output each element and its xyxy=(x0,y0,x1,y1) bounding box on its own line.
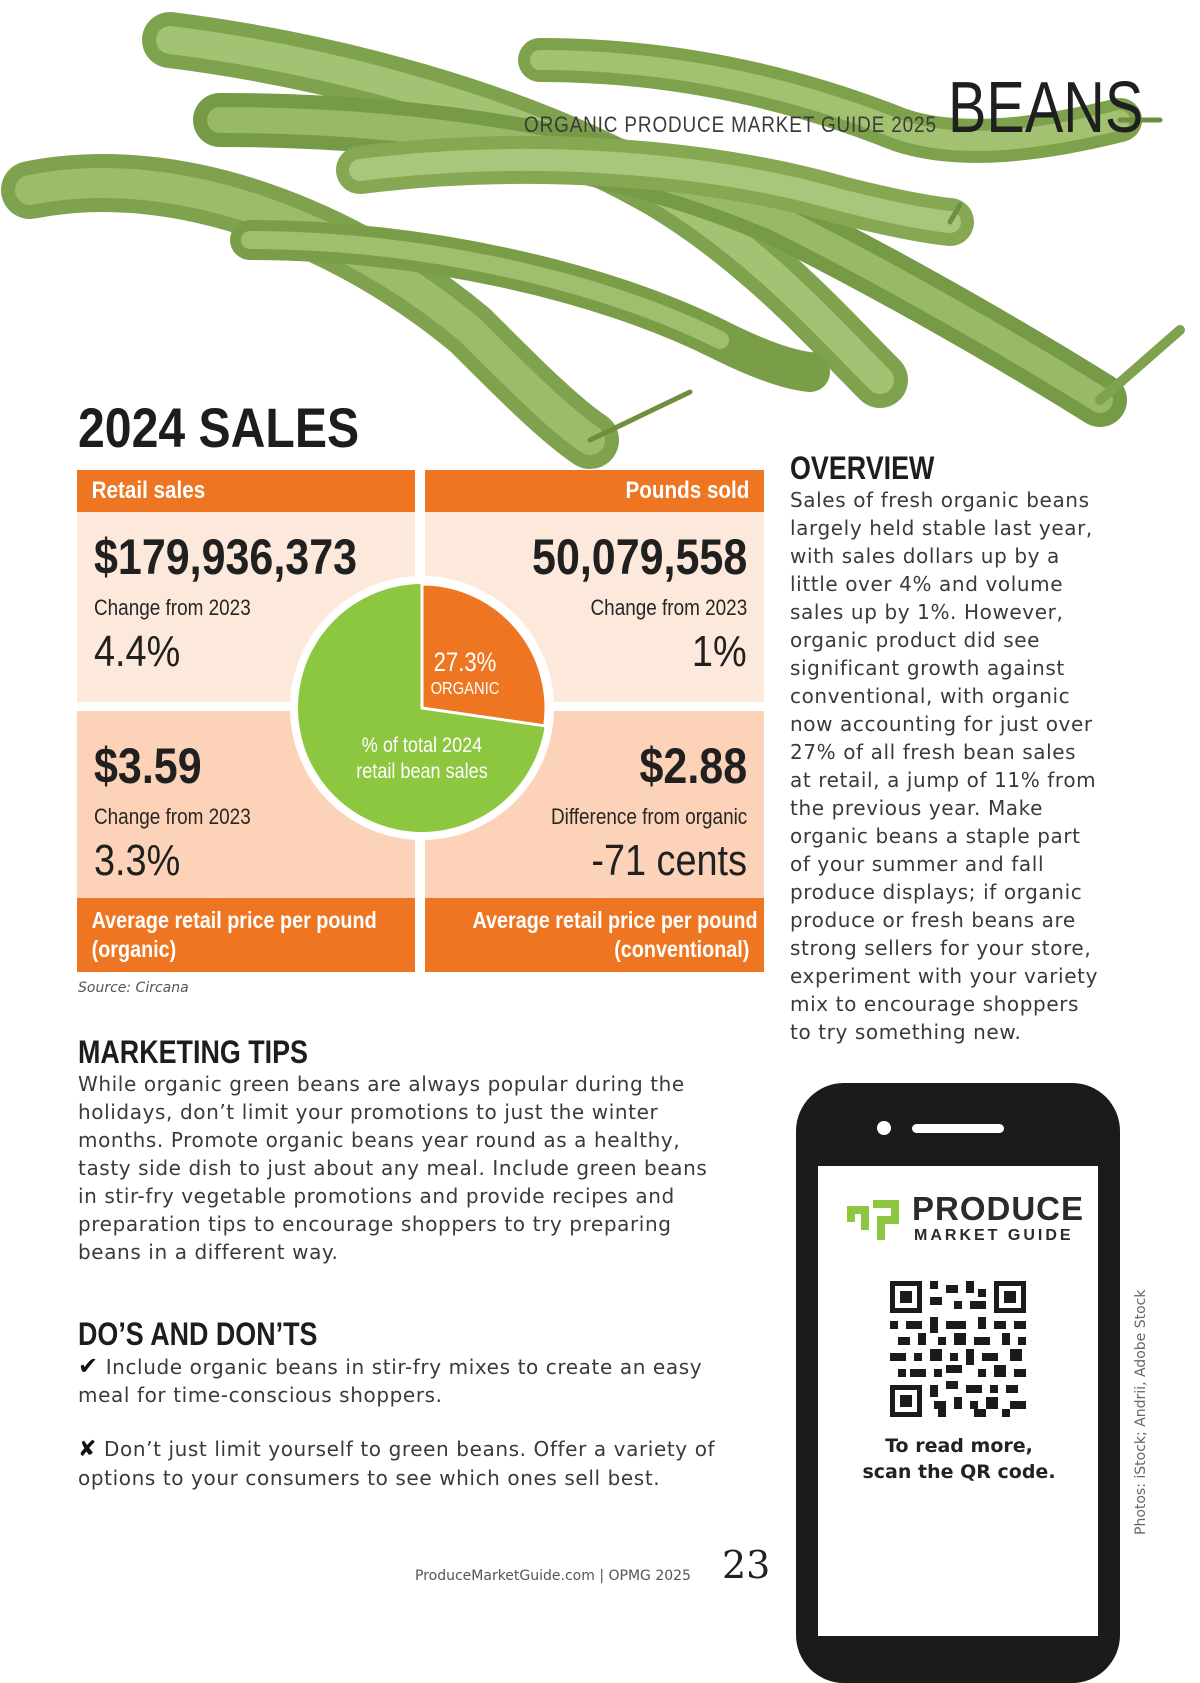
dos-donts-heading: DO’S AND DON’TS xyxy=(78,1316,318,1352)
overview-line: mix to encourage shoppers xyxy=(790,992,1080,1016)
qr-code[interactable] xyxy=(890,1281,1026,1417)
marketing-line: preparation tips to encourage shoppers to try preparing xyxy=(78,1212,672,1236)
conventional-price-value: $2.88 xyxy=(639,738,747,794)
overview-line: significant growth against xyxy=(790,656,1065,680)
guide-label: ORGANIC PRODUCE MARKET GUIDE 2025 xyxy=(524,112,937,137)
do-line-2: meal for time-conscious shoppers. xyxy=(78,1383,443,1407)
pounds-change-value: 1% xyxy=(692,627,747,676)
overview-line: to try something new. xyxy=(790,1020,1022,1044)
pmg-logo-icon xyxy=(843,1196,903,1244)
overview-line: now accounting for just over xyxy=(790,712,1093,736)
overview-line: produce or fresh beans are xyxy=(790,908,1076,932)
phone-camera-icon xyxy=(877,1121,891,1135)
pie-caption-2: retail bean sales xyxy=(356,759,488,784)
retail-sales-value: $179,936,373 xyxy=(94,529,358,585)
marketing-line: months. Promote organic beans year round as a healthy, xyxy=(78,1128,681,1152)
overview-line: organic product did see xyxy=(790,628,1041,652)
overview-line: little over 4% and volume xyxy=(790,572,1064,596)
cta-line-1: To read more, xyxy=(885,1435,1033,1457)
pounds-sold-label: Pounds sold xyxy=(625,477,750,504)
organic-price-value: $3.59 xyxy=(94,738,202,794)
overview-line: 27% of all fresh bean sales xyxy=(790,740,1077,764)
dont-line-1: Don’t just limit yourself to green beans. Offer a variety of xyxy=(104,1437,716,1461)
sales-heading: 2024 SALES xyxy=(78,396,360,459)
photo-credits: Photos: iStock; Andrii, Adobe Stock xyxy=(1133,1289,1149,1535)
retail-change-value: 4.4% xyxy=(94,627,181,676)
marketing-line: in stir-fry vegetable promotions and provide recipes and xyxy=(78,1184,675,1208)
cross-icon: ✘ xyxy=(78,1437,98,1462)
pmg-logo-subtitle: MARKET GUIDE xyxy=(914,1227,1074,1244)
conventional-price-label-2: (conventional) xyxy=(614,936,750,962)
overview-line: strong sellers for your store, xyxy=(790,936,1092,960)
cta-line-2: scan the QR code. xyxy=(862,1461,1056,1483)
overview-line: conventional, with organic xyxy=(790,684,1071,708)
difference-label: Difference from organic xyxy=(550,804,747,829)
pounds-change-label: Change from 2023 xyxy=(590,595,747,620)
overview-line: Sales of fresh organic beans xyxy=(790,488,1090,512)
organic-change-value: 3.3% xyxy=(94,836,181,885)
conventional-price-footer xyxy=(425,898,764,972)
pie-organic-percent: 27.3% xyxy=(433,648,497,678)
page-title: BEANS xyxy=(948,68,1144,148)
retail-change-label: Change from 2023 xyxy=(94,595,251,620)
phone-speaker-icon xyxy=(912,1124,1004,1133)
marketing-line: tasty side dish to just about any meal. Include green beans xyxy=(78,1156,708,1180)
organic-share-pie xyxy=(290,576,554,840)
pmg-logo-wordmark: PRODUCE xyxy=(912,1190,1085,1227)
dont-item xyxy=(78,1435,768,1492)
source-note: Source: Circana xyxy=(78,980,189,996)
retail-sales-header xyxy=(77,470,415,512)
do-item xyxy=(78,1352,768,1409)
marketing-heading: MARKETING TIPS xyxy=(78,1034,308,1070)
check-icon: ✔ xyxy=(78,1352,99,1380)
overview-text xyxy=(790,486,1120,1046)
overview-line: organic beans a staple part xyxy=(790,824,1081,848)
pie-organic-word: ORGANIC xyxy=(430,678,500,699)
page-number: 23 xyxy=(722,1543,771,1587)
qr-call-to-action xyxy=(832,1433,1086,1485)
organic-price-footer xyxy=(77,898,415,972)
marketing-line: holidays, don’t limit your promotions to just the winter xyxy=(78,1100,659,1124)
organic-change-label: Change from 2023 xyxy=(94,804,251,829)
overview-line: of your summer and fall xyxy=(790,852,1045,876)
difference-value: -71 cents xyxy=(591,836,747,885)
marketing-text xyxy=(78,1070,768,1266)
do-line-1: Include organic beans in stir-fry mixes to create an easy xyxy=(105,1355,703,1379)
overview-line: produce displays; if organic xyxy=(790,880,1083,904)
overview-line: at retail, a jump of 11% from xyxy=(790,768,1097,792)
overview-line: largely held stable last year, xyxy=(790,516,1093,540)
overview-line: with sales dollars up by a xyxy=(790,544,1060,568)
pounds-sold-header xyxy=(425,470,764,512)
pounds-sold-value: 50,079,558 xyxy=(531,529,747,585)
overview-line: the previous year. Make xyxy=(790,796,1044,820)
pie-caption-1: % of total 2024 xyxy=(361,733,483,758)
dont-line-2: options to your consumers to see which ones sell best. xyxy=(78,1466,661,1490)
marketing-line: While organic green beans are always popular during the xyxy=(78,1072,685,1096)
conventional-price-label-1: Average retail price per pound xyxy=(472,907,758,933)
footer-site: ProduceMarketGuide.com | OPMG 2025 xyxy=(415,1568,691,1584)
overview-line: sales up by 1%. However, xyxy=(790,600,1064,624)
retail-sales-label: Retail sales xyxy=(91,477,206,504)
organic-price-label-2: (organic) xyxy=(91,936,177,962)
overview-heading: OVERVIEW xyxy=(790,450,935,486)
marketing-line: beans in a different way. xyxy=(78,1240,339,1264)
overview-line: experiment with your variety xyxy=(790,964,1099,988)
organic-price-label-1: Average retail price per pound xyxy=(91,907,377,933)
